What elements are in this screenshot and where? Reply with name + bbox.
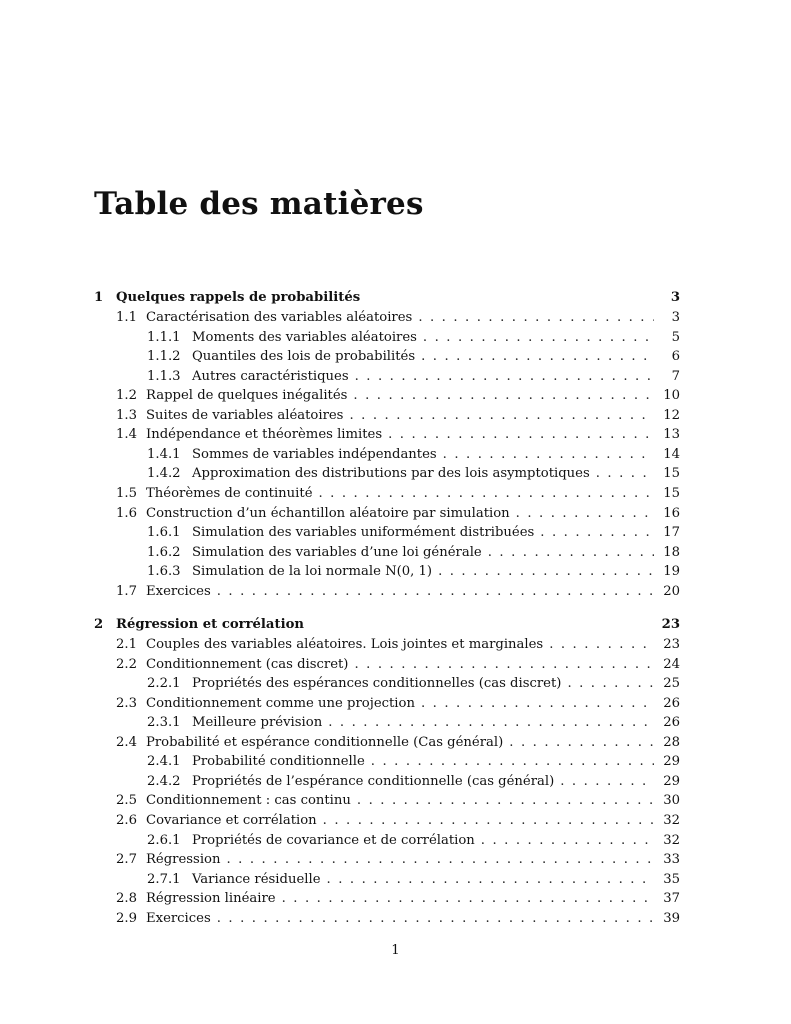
- entry-page: 5: [671, 329, 680, 345]
- entry-number: 2.7.1: [147, 871, 181, 887]
- toc-subsection[interactable]: [94, 833, 680, 849]
- dot-leader: [357, 793, 654, 809]
- entry-page: 25: [663, 676, 680, 692]
- dot-leader: [596, 466, 654, 482]
- entry-number: 2.4: [116, 734, 137, 750]
- entry-title: Simulation des variables uniformément distribuées: [192, 525, 535, 541]
- dot-leader: [549, 637, 654, 653]
- entry-page: 15: [663, 485, 680, 501]
- entry-number: 1.1.1: [147, 329, 181, 345]
- toc-section[interactable]: [94, 637, 680, 653]
- dot-leader: [226, 852, 654, 868]
- entry-title: Probabilité et espérance conditionnelle (Cas général): [146, 734, 504, 750]
- toc-section[interactable]: [94, 408, 680, 424]
- entry-page: 29: [663, 754, 680, 770]
- entry-title: Exercices: [146, 910, 211, 926]
- entry-title: Conditionnement comme une projection: [146, 695, 415, 711]
- toc-section[interactable]: [94, 813, 680, 829]
- toc-subsection[interactable]: [94, 369, 680, 385]
- entry-number: 1.2: [116, 388, 137, 404]
- entry-title: Régression: [146, 852, 221, 868]
- entry-page: 6: [671, 349, 680, 365]
- entry-title: Propriétés de l’espérance conditionnelle (cas général): [192, 773, 555, 789]
- dot-leader: [540, 525, 654, 541]
- entry-number: 2.3: [116, 695, 137, 711]
- toc-section[interactable]: [94, 506, 680, 522]
- entry-page: 20: [663, 583, 680, 599]
- entry-page: 12: [663, 407, 680, 423]
- toc-section[interactable]: [94, 735, 680, 751]
- dot-leader: [438, 564, 654, 580]
- toc-section[interactable]: [94, 852, 680, 868]
- entry-page: 19: [663, 564, 680, 580]
- dot-leader: [217, 911, 654, 927]
- entry-page: 29: [663, 773, 680, 789]
- entry-number: 2.8: [116, 891, 137, 907]
- entry-number: 1.3: [116, 407, 137, 423]
- entry-page: 26: [663, 715, 680, 731]
- entry-title: Sommes de variables indépendantes: [192, 446, 437, 462]
- page-title: Table des matières: [94, 186, 424, 222]
- entry-title: Suites de variables aléatoires: [146, 407, 344, 423]
- entry-number: 2.9: [116, 910, 137, 926]
- entry-number: 1.1: [116, 310, 137, 325]
- toc-subsection[interactable]: [94, 349, 680, 365]
- dot-leader: [567, 676, 654, 692]
- toc-subsection[interactable]: [94, 564, 680, 580]
- entry-number: 1.4.2: [147, 466, 181, 482]
- toc-subsection[interactable]: [94, 466, 680, 482]
- entry-title: Théorèmes de continuité: [146, 485, 313, 501]
- entry-title: Meilleure prévision: [192, 715, 323, 731]
- dot-leader: [516, 506, 654, 522]
- toc-subsection[interactable]: [94, 525, 680, 541]
- entry-page: 16: [663, 505, 680, 521]
- toc-subsection[interactable]: [94, 774, 680, 790]
- dot-leader: [481, 833, 654, 849]
- entry-page: 28: [663, 734, 680, 750]
- entry-page: 18: [663, 544, 680, 560]
- entry-page: 26: [663, 695, 680, 711]
- entry-number: 1.6.1: [147, 525, 181, 541]
- entry-title: Caractérisation des variables aléatoires: [146, 310, 413, 325]
- entry-title: Conditionnement : cas continu: [146, 793, 351, 809]
- entry-number: 1.1.3: [147, 368, 181, 384]
- dot-leader: [349, 408, 654, 424]
- entry-page: 23: [663, 637, 680, 652]
- dot-leader: [421, 696, 654, 712]
- dot-leader: [355, 369, 654, 385]
- entry-title: Rappel de quelques inégalités: [146, 388, 348, 404]
- dot-leader: [443, 447, 654, 463]
- chapter-page: 3: [670, 290, 680, 305]
- entry-number: 2.3.1: [147, 715, 181, 731]
- dot-leader: [560, 774, 654, 790]
- entry-page: 3: [671, 310, 680, 325]
- dot-leader: [354, 657, 654, 673]
- entry-page: 7: [671, 368, 680, 384]
- entry-title: Construction d’un échantillon aléatoire par simulation: [146, 505, 510, 521]
- toc-subsection[interactable]: [94, 715, 680, 731]
- toc-section[interactable]: [94, 310, 680, 326]
- entry-number: 1.4.1: [147, 446, 181, 462]
- entry-title: Simulation des variables d’une loi générale: [192, 544, 482, 560]
- dot-leader: [371, 754, 654, 770]
- entry-number: 2.1: [116, 637, 137, 652]
- entry-title: Propriétés de covariance et de corrélation: [192, 832, 475, 848]
- entry-page: 32: [663, 812, 680, 828]
- dot-leader: [217, 584, 654, 600]
- toc-chapter[interactable]: [94, 290, 680, 306]
- entry-number: 1.7: [116, 583, 137, 599]
- entry-number: 1.1.2: [147, 349, 181, 365]
- entry-title: Exercices: [146, 583, 211, 599]
- toc-subsection[interactable]: [94, 330, 680, 346]
- entry-title: Covariance et corrélation: [146, 812, 317, 828]
- chapter-title: Régression et corrélation: [116, 617, 304, 632]
- dot-leader: [282, 891, 654, 907]
- entry-number: 2.6: [116, 812, 137, 828]
- entry-number: 1.6: [116, 505, 137, 521]
- toc-subsection[interactable]: [94, 676, 680, 692]
- toc-section[interactable]: [94, 486, 680, 502]
- entry-title: Variance résiduelle: [192, 871, 321, 887]
- entry-number: 2.2: [116, 656, 137, 672]
- entry-page: 17: [663, 525, 680, 541]
- entry-page: 14: [663, 446, 680, 462]
- toc-section[interactable]: [94, 696, 680, 712]
- entry-number: 2.4.2: [147, 773, 181, 789]
- entry-title: Moments des variables aléatoires: [192, 329, 417, 345]
- dot-leader: [327, 872, 654, 888]
- entry-page: 24: [663, 656, 680, 672]
- entry-number: 1.4: [116, 427, 137, 443]
- dot-leader: [418, 310, 654, 326]
- dot-leader: [319, 486, 655, 502]
- dot-leader: [388, 427, 654, 443]
- page-number: 1: [391, 943, 400, 958]
- entry-number: 2.4.1: [147, 754, 181, 770]
- entry-number: 2.6.1: [147, 832, 181, 848]
- toc-subsection[interactable]: [94, 447, 680, 463]
- entry-number: 2.7: [116, 852, 137, 868]
- toc-section[interactable]: [94, 911, 680, 927]
- toc-section[interactable]: [94, 891, 680, 907]
- chapter-number: 1: [94, 290, 104, 305]
- entry-page: 13: [663, 427, 680, 443]
- entry-title: Conditionnement (cas discret): [146, 656, 349, 672]
- entry-title: Quantiles des lois de probabilités: [192, 349, 416, 365]
- entry-title: Simulation de la loi normale N(0, 1): [192, 564, 433, 580]
- toc-subsection[interactable]: [94, 872, 680, 888]
- chapter-title: Quelques rappels de probabilités: [116, 290, 361, 305]
- entry-title: Autres caractéristiques: [192, 368, 349, 384]
- toc-section[interactable]: [94, 388, 680, 404]
- chapter-number: 2: [94, 617, 104, 632]
- toc-section[interactable]: [94, 793, 680, 809]
- toc-section[interactable]: [94, 584, 680, 600]
- dot-leader: [421, 349, 654, 365]
- entry-title: Probabilité conditionnelle: [192, 754, 365, 770]
- dot-leader: [328, 715, 654, 731]
- entry-page: 37: [663, 891, 680, 907]
- entry-page: 15: [663, 466, 680, 482]
- toc-section[interactable]: [94, 427, 680, 443]
- dot-leader: [323, 813, 654, 829]
- entry-page: 10: [663, 388, 680, 404]
- dot-leader: [423, 330, 654, 346]
- entry-page: 33: [663, 852, 680, 868]
- entry-page: 39: [663, 910, 680, 926]
- entry-number: 2.2.1: [147, 676, 181, 692]
- toc-subsection[interactable]: [94, 545, 680, 561]
- entry-number: 1.5: [116, 485, 137, 501]
- entry-page: 30: [663, 793, 680, 809]
- dot-leader: [509, 735, 654, 751]
- entry-title: Couples des variables aléatoires. Lois jointes et marginales: [146, 637, 544, 652]
- dot-leader: [353, 388, 654, 404]
- dot-leader: [488, 545, 654, 561]
- entry-number: 2.5: [116, 793, 137, 809]
- chapter-page: 23: [661, 617, 680, 632]
- toc-section[interactable]: [94, 657, 680, 673]
- entry-title: Indépendance et théorèmes limites: [146, 427, 383, 443]
- entry-title: Approximation des distributions par des lois asymptotiques: [192, 466, 590, 482]
- toc-subsection[interactable]: [94, 754, 680, 770]
- entry-page: 35: [663, 871, 680, 887]
- entry-title: Régression linéaire: [146, 891, 276, 907]
- toc-chapter[interactable]: [94, 617, 680, 633]
- entry-title: Propriétés des espérances conditionnelles (cas discret): [192, 676, 562, 692]
- entry-number: 1.6.3: [147, 564, 181, 580]
- entry-number: 1.6.2: [147, 544, 181, 560]
- entry-page: 32: [663, 832, 680, 848]
